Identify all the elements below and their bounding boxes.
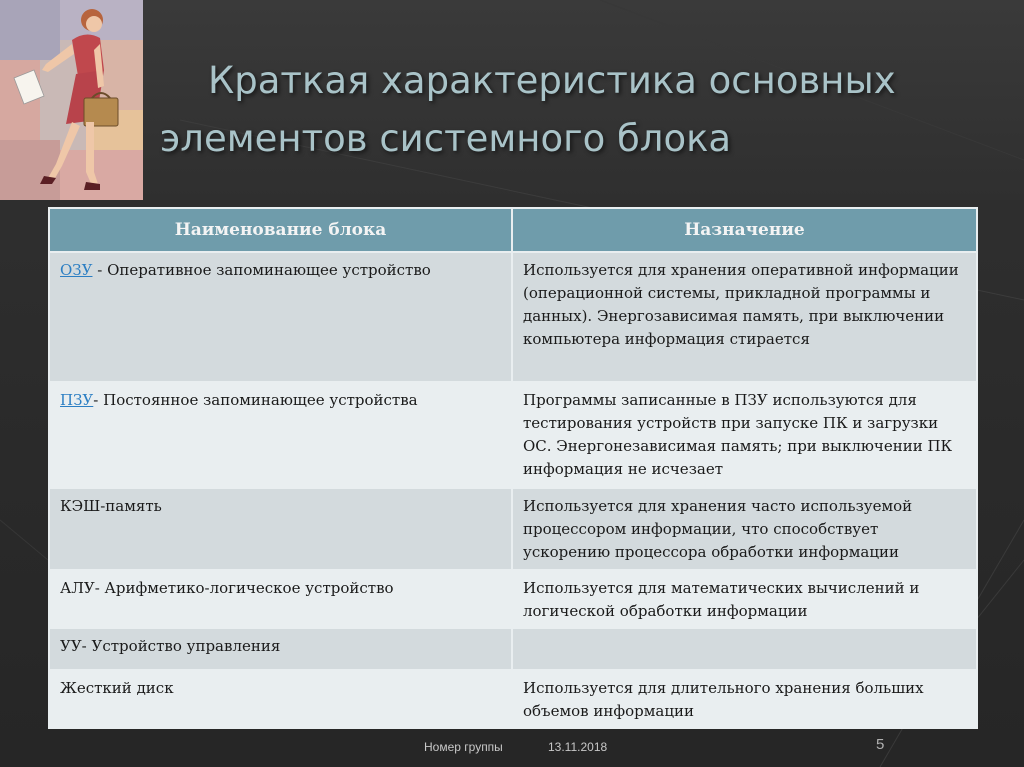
block-purpose-cell: [512, 628, 977, 670]
slide-title: [160, 52, 980, 168]
ram-link[interactable]: ОЗУ: [60, 261, 93, 279]
table-header-row: [49, 208, 977, 252]
block-name-cell: КЭШ-память: [49, 488, 512, 570]
slide-title-line-1: Краткая характеристика основных: [208, 59, 896, 102]
footer-date: 13.11.2018: [548, 740, 608, 754]
table-row: [49, 628, 977, 670]
table-row: [49, 570, 977, 628]
table-row: [49, 382, 977, 488]
table-row: [49, 252, 977, 382]
block-name-cell: АЛУ- Арифметико-логическое устройство: [49, 570, 512, 628]
column-header-name: Наименование блока: [49, 208, 512, 252]
slide-title-line-2: элементов системного блока: [160, 117, 732, 160]
page-number: 5: [876, 736, 885, 753]
column-header-purpose: Назначение: [512, 208, 977, 252]
block-name-cell: Жесткий диск: [49, 670, 512, 728]
block-purpose-cell: Используется для хранения оперативной информации (операционной системы, прикладной программы и данных). Энергозависимая память, при выключении компьютера информация стирается: [512, 252, 977, 382]
block-purpose-cell: Программы записанные в ПЗУ используются для тестирования устройств при запуске ПК и загрузки ОС. Энергонезависимая память; при выключении ПК информация не исчезает: [512, 382, 977, 488]
block-purpose-cell: Используется для хранения часто используемой процессором информации, что способствует ускорению процессора обработки информации: [512, 488, 977, 570]
rom-link[interactable]: ПЗУ: [60, 391, 94, 409]
table-row: [49, 670, 977, 728]
block-name-cell: [49, 382, 512, 488]
footer-group-label: Номер группы: [424, 740, 503, 754]
block-purpose-cell: Используется для длительного хранения больших объемов информации: [512, 670, 977, 728]
components-table: [48, 207, 978, 729]
components-table-container: [48, 207, 976, 729]
block-name-cell: УУ- Устройство управления: [49, 628, 512, 670]
table-row: [49, 488, 977, 570]
block-purpose-cell: Используется для математических вычислений и логической обработки информации: [512, 570, 977, 628]
block-name-text: - Оперативное запоминающее устройство: [92, 261, 431, 279]
block-name-text: - Постоянное запоминающее устройства: [93, 391, 418, 409]
woman-with-briefcase-illustration: [0, 0, 143, 200]
block-name-cell: [49, 252, 512, 382]
